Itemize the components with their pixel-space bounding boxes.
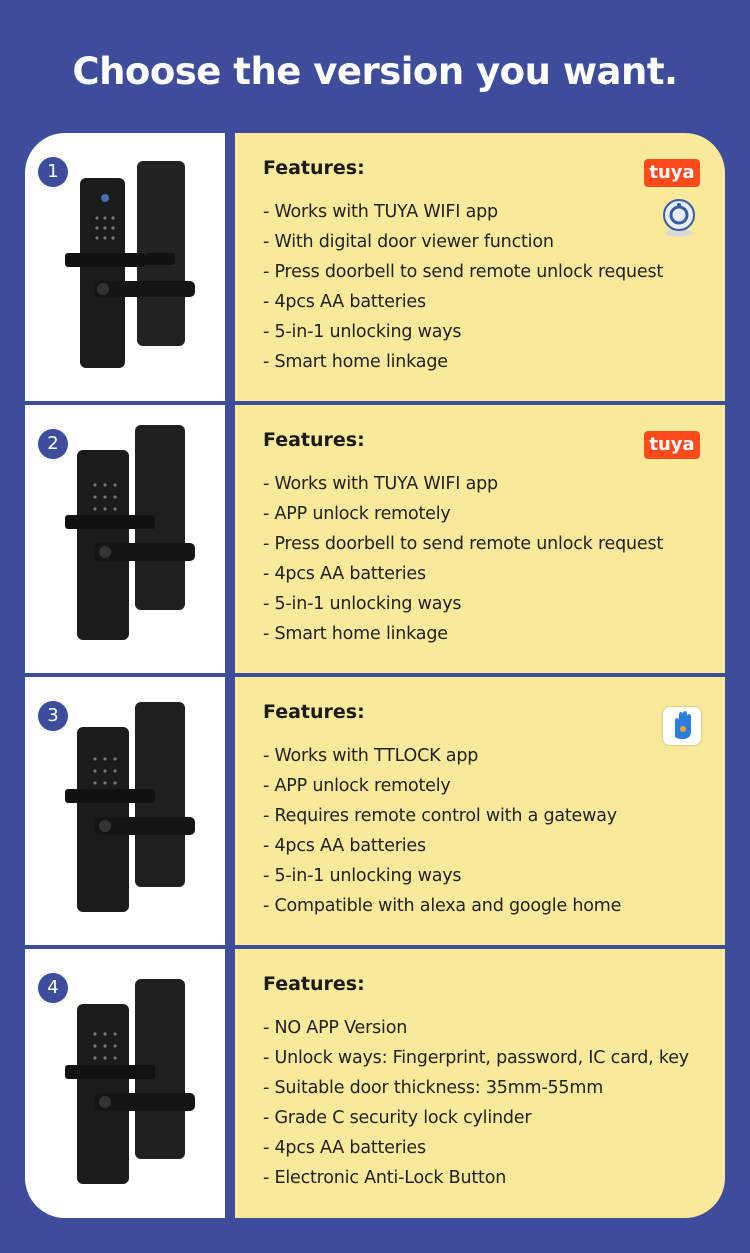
feature-item: - APP unlock remotely: [263, 504, 451, 524]
feature-item: - Requires remote control with a gateway: [263, 806, 617, 826]
features-list: [263, 741, 621, 921]
version-number-badge: 4: [38, 973, 68, 1003]
features-heading: Features:: [263, 973, 365, 995]
smart-lock-image: [65, 969, 195, 1194]
version-row-1[interactable]: [25, 133, 725, 401]
page-title: Choose the version you want.: [72, 50, 678, 93]
tuya-logo-icon: tuya: [644, 431, 700, 459]
version-number-badge: 2: [38, 429, 68, 459]
feature-item: - Press doorbell to send remote unlock request: [263, 534, 664, 554]
smart-lock-image: [65, 697, 195, 922]
feature-item: - 4pcs AA batteries: [263, 836, 426, 856]
camera-icon: [661, 197, 697, 237]
feature-item: - Works with TUYA WIFI app: [263, 202, 498, 222]
feature-item: - Electronic Anti-Lock Button: [263, 1168, 507, 1188]
feature-item: - With digital door viewer function: [263, 232, 554, 252]
feature-item: - 5-in-1 unlocking ways: [263, 322, 462, 342]
feature-item: - 5-in-1 unlocking ways: [263, 594, 462, 614]
version-number-badge: 1: [38, 157, 68, 187]
smart-lock-image: [65, 153, 195, 378]
feature-item: - Grade C security lock cylinder: [263, 1108, 532, 1128]
product-image-cell: [25, 677, 225, 945]
feature-item: - Smart home linkage: [263, 624, 448, 644]
smart-lock-image: [65, 425, 195, 650]
features-list: [263, 197, 663, 377]
feature-item: - Suitable door thickness: 35mm-55mm: [263, 1078, 604, 1098]
feature-item: - 5-in-1 unlocking ways: [263, 866, 462, 886]
feature-item: - Compatible with alexa and google home: [263, 896, 622, 916]
features-cell: [235, 677, 725, 945]
feature-item: - 4pcs AA batteries: [263, 564, 426, 584]
version-row-3[interactable]: [25, 677, 725, 945]
version-number-badge: 3: [38, 701, 68, 731]
features-heading: Features:: [263, 157, 365, 179]
feature-item: - Smart home linkage: [263, 352, 448, 372]
features-cell: [235, 949, 725, 1218]
features-list: [263, 1013, 689, 1193]
version-row-2[interactable]: [25, 405, 725, 673]
features-cell: [235, 133, 725, 401]
product-image-cell: [25, 133, 225, 401]
product-image-cell: [25, 949, 225, 1218]
features-cell: [235, 405, 725, 673]
features-list: [263, 469, 663, 649]
feature-item: - 4pcs AA batteries: [263, 1138, 426, 1158]
versions-panel: [25, 133, 725, 1218]
features-heading: Features:: [263, 701, 365, 723]
features-heading: Features:: [263, 429, 365, 451]
tuya-logo-icon: tuya: [644, 159, 700, 187]
feature-item: - 4pcs AA batteries: [263, 292, 426, 312]
feature-item: - Press doorbell to send remote unlock request: [263, 262, 664, 282]
feature-item: - APP unlock remotely: [263, 776, 451, 796]
version-row-4[interactable]: [25, 949, 725, 1218]
feature-item: - Unlock ways: Fingerprint, password, IC card, key: [263, 1048, 689, 1068]
feature-item: - Works with TUYA WIFI app: [263, 474, 498, 494]
ttlock-app-icon: [663, 707, 701, 745]
product-image-cell: [25, 405, 225, 673]
feature-item: - Works with TTLOCK app: [263, 746, 479, 766]
feature-item: - NO APP Version: [263, 1018, 408, 1038]
